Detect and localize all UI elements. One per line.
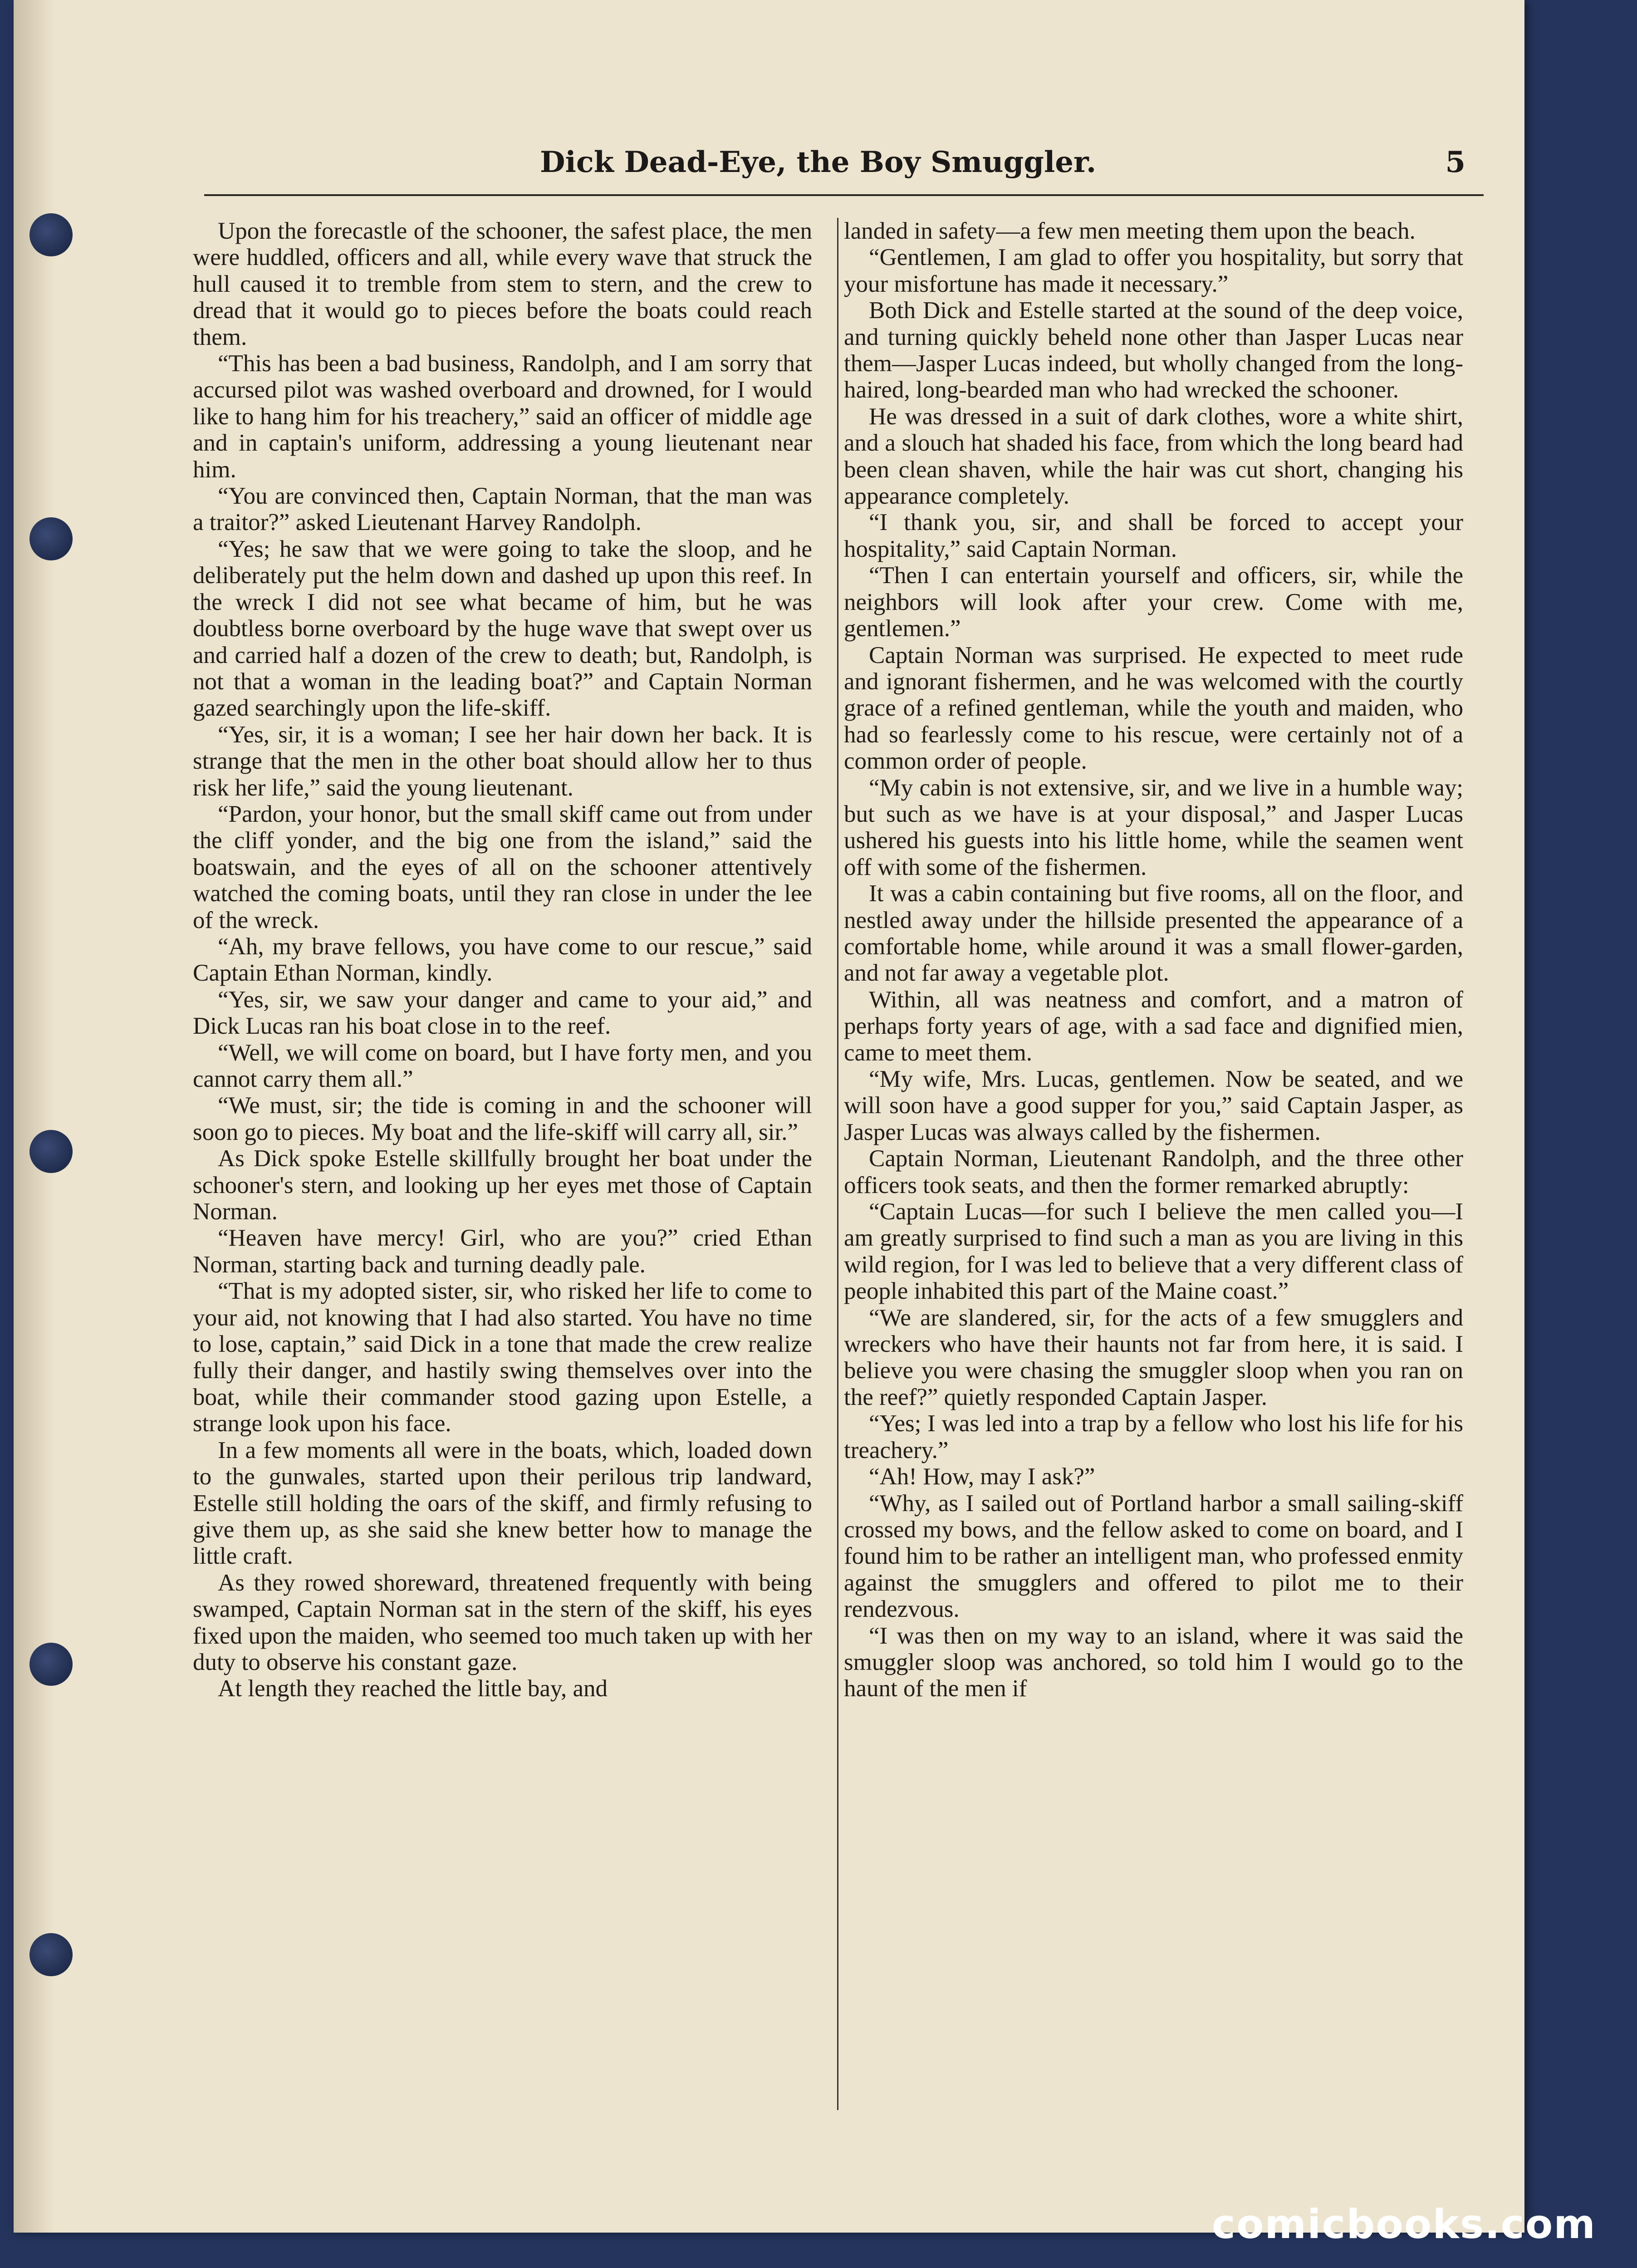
paragraph: “You are convinced then, Captain Norman, that the man was a traitor?” asked Lieutenant Harvey Randolph.	[193, 483, 812, 536]
paragraph: At length they reached the little bay, and	[218, 1675, 608, 1702]
paragraph: Captain Norman was surprised. He expected to meet rude and ignorant fishermen, and he was welcomed with the courtly grace of a refined gentleman, while the youth and maiden, who had so fearlessly come to his rescue, were certainly not of a common order of people.	[844, 642, 1463, 775]
paragraph: “Pardon, your honor, but the small skiff came out from under the cliff yonder, and the big one from the island,” said the boatswain, and the eyes of all on the schooner attentively watched the coming boats, until they ran close in under the lee of the wreck.	[193, 800, 812, 933]
paragraph: As Dick spoke Estelle skillfully brought her boat under the schooner's stern, and looking up her eyes met those of Captain Norman.	[193, 1145, 812, 1225]
paragraph: He was dressed in a suit of dark clothes, wore a white shirt, and a slouch hat shaded his face, from which the long beard had been clean shaven, while the hair was cut short, changing his appearance completely.	[844, 403, 1463, 510]
book-page	[14, 0, 1524, 2233]
binding-hole	[29, 213, 73, 256]
paragraph: “We are slandered, sir, for the acts of a few smugglers and wreckers who have their haunts not far from here, it is said. I believe you were chasing the smuggler sloop when you ran on the reef?” quietly responded Captain Jasper.	[844, 1304, 1463, 1410]
left-column	[193, 218, 812, 2115]
paragraph: “Yes, sir, it is a woman; I see her hair down her back. It is strange that the men in the other boat should allow her to thus risk her life,” said the young lieutenant.	[193, 721, 812, 801]
watermark-text: comicbooks.com	[1211, 2201, 1596, 2248]
paragraph: As they rowed shoreward, threatened frequently with being swamped, Captain Norman sat in the stern of the skiff, his eyes fixed upon the maiden, who seemed too much taken up with her duty to observe his constant gaze.	[193, 1569, 812, 1675]
right-column	[844, 218, 1463, 2115]
paragraph: “Then I can entertain yourself and officers, sir, while the neighbors will look after your crew. Come with me, gentlemen.”	[844, 562, 1463, 642]
paragraph: “Well, we will come on board, but I have forty men, and you cannot carry them all.”	[193, 1039, 812, 1092]
paragraph: “Gentlemen, I am glad to offer you hospitality, but sorry that your misfortune has made it necessary.”	[844, 244, 1463, 297]
paragraph: “Heaven have mercy! Girl, who are you?” cried Ethan Norman, starting back and turning deadly pale.	[193, 1225, 812, 1278]
column-rule	[837, 218, 838, 2110]
paragraph: “Ah! How, may I ask?”	[869, 1463, 1095, 1490]
paragraph: “Yes; he saw that we were going to take the sloop, and he deliberately put the helm down and dashed up upon this reef. In the wreck I did not see what became of him, but he was doubtless borne overboard by the huge wave that swept over us and carried half a dozen of the crew to death; but, Randolph, is not that a woman in the leading boat?” and Captain Norman gazed searchingly upon the life-skiff.	[193, 535, 812, 722]
paragraph: “Ah, my brave fellows, you have come to our rescue,” said Captain Ethan Norman, kindly.	[193, 933, 812, 987]
paragraph: “This has been a bad business, Randolph, and I am sorry that accursed pilot was washed overboard and drowned, for I would like to hang him for his treachery,” said an officer of middle age and in captain's uniform, addressing a young lieutenant near him.	[193, 350, 812, 483]
paragraph: “My wife, Mrs. Lucas, gentlemen. Now be seated, and we will soon have a good supper for you,” said Captain Jasper, as Jasper Lucas was always called by the fishermen.	[844, 1066, 1463, 1145]
binding-hole	[29, 517, 73, 560]
binding-hole	[29, 1130, 73, 1173]
paragraph: “My cabin is not extensive, sir, and we live in a humble way; but such as we have is at your disposal,” and Jasper Lucas ushered his guests into his little home, while the seamen went off with some of the fishermen.	[844, 774, 1463, 880]
paragraph: In a few moments all were in the boats, which, loaded down to the gunwales, started upon their perilous trip landward, Estelle still holding the oars of the skiff, and firmly refusing to give them up, as she said she knew better how to manage the little craft.	[193, 1437, 812, 1570]
paragraph: landed in safety—a few men meeting them upon the beach.	[844, 218, 1416, 244]
paragraph: Both Dick and Estelle started at the sound of the deep voice, and turning quickly beheld none other than Jasper Lucas near them—Jasper Lucas indeed, but wholly changed from the long-haired, long-bearded man who had wrecked the schooner.	[844, 297, 1463, 403]
running-header	[204, 145, 1484, 195]
binding-hole	[29, 1643, 73, 1686]
header-rule	[204, 194, 1484, 196]
paragraph: Within, all was neatness and comfort, and a matron of perhaps forty years of age, with a sad face and dignified mien, came to meet them.	[844, 986, 1463, 1066]
paragraph: “We must, sir; the tide is coming in and the schooner will soon go to pieces. My boat and the life-skiff will carry all, sir.”	[193, 1092, 812, 1145]
paragraph: “Yes; I was led into a trap by a fellow who lost his life for his treachery.”	[844, 1410, 1463, 1463]
page-number: 5	[1445, 145, 1465, 179]
paragraph: It was a cabin containing but five rooms, all on the floor, and nestled away under the hillside presented the appearance of a comfortable home, while around it was a small flower-garden, and not far away a vegetable plot.	[844, 880, 1463, 987]
paragraph: “Why, as I sailed out of Portland harbor a small sailing-skiff crossed my bows, and the fellow asked to come on board, and I found him to be rather an intelligent man, who professed enmity against the smugglers and offered to pilot me to their rendezvous.	[844, 1490, 1463, 1623]
header-title: Dick Dead-Eye, the Boy Smuggler.	[540, 145, 1097, 179]
paragraph: “Captain Lucas—for such I believe the men called you—I am greatly surprised to find such a man as you are living in this wild region, for I was led to believe that a very different class of people inhabited this part of the Maine coast.”	[844, 1198, 1463, 1305]
binding-hole	[29, 1933, 73, 1976]
paragraph: Upon the forecastle of the schooner, the safest place, the men were huddled, officers and all, while every wave that struck the hull caused it to tremble from stem to stern, and the crew to dread that it would go to pieces before the boats could reach them.	[193, 218, 812, 350]
paragraph: “That is my adopted sister, sir, who risked her life to come to your aid, not knowing that I had also started. You have no time to lose, captain,” said Dick in a tone that made the crew realize fully their danger, and hastily swing themselves over into the boat, while their commander stood gazing upon Estelle, a strange look upon his face.	[193, 1278, 812, 1437]
paragraph: “I was then on my way to an island, where it was said the smuggler sloop was anchored, so told him I would go to the haunt of the men if	[844, 1622, 1463, 1702]
paragraph: Captain Norman, Lieutenant Randolph, and the three other officers took seats, and then the former remarked abruptly:	[844, 1145, 1463, 1198]
paragraph: “I thank you, sir, and shall be forced to accept your hospitality,” said Captain Norman.	[844, 509, 1463, 562]
paragraph: “Yes, sir, we saw your danger and came to your aid,” and Dick Lucas ran his boat close in to the reef.	[193, 986, 812, 1040]
